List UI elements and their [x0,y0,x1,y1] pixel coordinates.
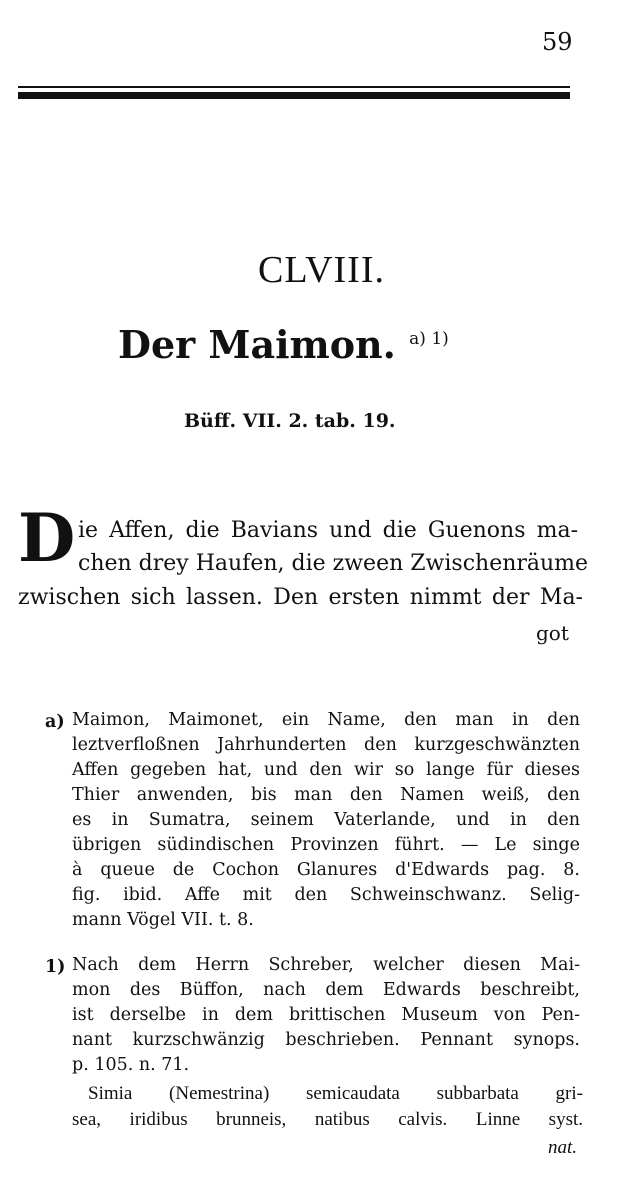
body-line-2: chen drey Haufen, die zween Zwischenräume [78,551,589,576]
body-line-1: ie Affen, die Bavians und die Guenons ma- [78,518,578,543]
source-reference: Büff. VII. 2. tab. 19. [184,410,396,432]
footnote-a-marker: a) [45,712,65,732]
footnote-1-marker: 1) [45,957,66,977]
page-number: 59 [542,28,573,56]
footnote-1-line: mon des Büffon, nach dem Edwards beschreibt, [72,980,580,1000]
latin-diagnosis-line: Simia (Nemestrina) semicaudata subbarbata gri- [88,1083,583,1104]
footnote-a-line: übrigen südindischen Provinzen führt. — Le singe [72,835,580,855]
latin-diagnosis-line: sea, iridibus brunneis, natibus calvis. Linne syst. [72,1109,583,1130]
footnote-1-line: p. 105. n. 71. [72,1055,190,1075]
header-rule-thin [18,86,570,88]
footnote-a-line: mann Vögel VII. t. 8. [72,910,254,930]
chapter-title [118,322,449,367]
footnote-1-line: nant kurzschwänzig beschrieben. Pennant synops. [72,1030,580,1050]
catchword: got [536,621,569,645]
footnote-a-line: leztverfloßnen Jahrhunderten den kurzgeschwänzten [72,735,580,755]
footnote-a-line: es in Sumatra, seinem Vaterlande, und in den [72,810,580,830]
footnote-a-line [72,860,580,880]
footnote-1-line: Nach dem Herrn Schreber, welcher diesen Mai- [72,955,580,975]
footnote-a-line: Affen gegeben hat, und den wir so lange für dieses [72,760,580,780]
footnote-a-line-7: à queue de Cochon Glanures d'Edwards pag. 8. [72,860,580,880]
footnote-a-line: Maimon, Maimonet, ein Name, den man in den [72,710,580,730]
footnote-1-line: ist derselbe in dem brittischen Museum von Pen- [72,1005,580,1025]
footnote-a-line: fig. ibid. Affe mit den Schweinschwanz. Selig- [72,885,580,905]
body-drop-cap: D [18,499,76,577]
chapter-title-note-markers: a) 1) [409,329,449,349]
body-line-3: zwischen sich lassen. Den ersten nimmt der Ma- [18,585,583,610]
header-rule-thick [18,92,570,99]
chapter-title-text: Der Maimon. [118,322,396,367]
chapter-number: CLVIII. [258,249,385,291]
footnote-a-line: Thier anwenden, bis man den Namen weiß, den [72,785,580,805]
latin-diagnosis-line: nat. [548,1137,578,1158]
